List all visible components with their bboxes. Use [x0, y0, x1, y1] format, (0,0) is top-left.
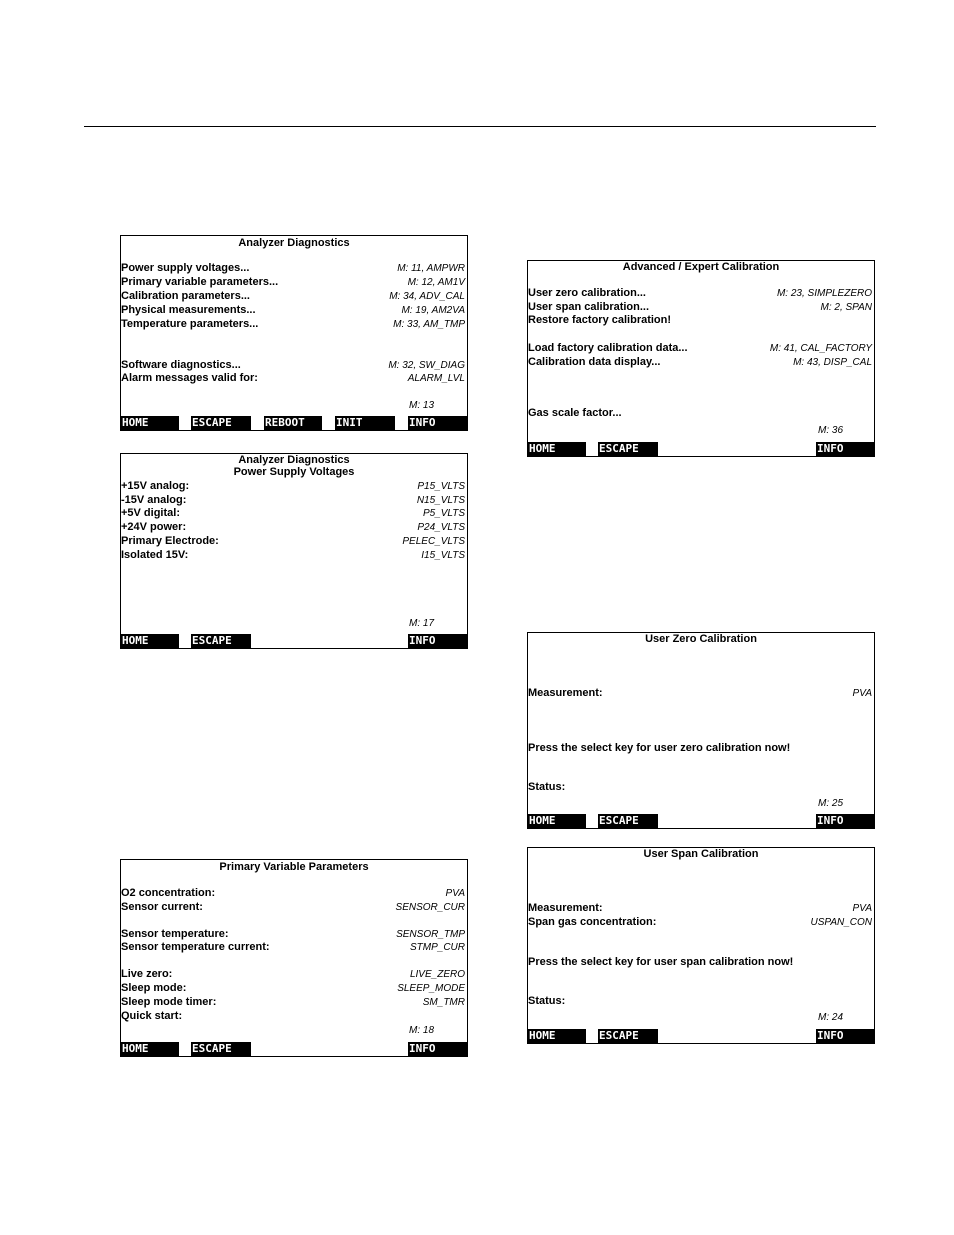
screen-title: User Span Calibration [643, 848, 759, 860]
escape-key[interactable]: ESCAPE [191, 1042, 251, 1056]
reboot-key[interactable]: REBOOT [264, 416, 322, 430]
menu-number: M: 13 [409, 400, 435, 411]
info-key[interactable]: INFO [408, 416, 467, 430]
menu-row-restore-factory[interactable]: Restore factory calibration! [528, 314, 672, 326]
menu-row-primary-variable[interactable]: Primary variable parameters... M: 12, AM1V [121, 276, 465, 288]
info-key[interactable]: INFO [816, 814, 874, 828]
screen-title: Advanced / Expert Calibration [622, 261, 780, 273]
screen-title: Analyzer Diagnostics [238, 237, 350, 249]
value-row-sleep-mode: Sleep mode: SLEEP_MODE [121, 982, 465, 994]
prompt-select-key: Press the select key for user zero calibration now! [528, 742, 791, 754]
value-row-sleep-timer: Sleep mode timer: SM_TMR [121, 996, 465, 1008]
escape-key[interactable]: ESCAPE [598, 814, 658, 828]
home-key[interactable]: HOME [528, 442, 586, 456]
menu-row-user-zero[interactable]: User zero calibration... M: 23, SIMPLEZERO [528, 287, 872, 299]
menu-row-gas-scale[interactable]: Gas scale factor... [528, 407, 622, 419]
menu-number: M: 17 [409, 618, 435, 629]
menu-number: M: 18 [409, 1025, 435, 1036]
value-row-i15: Isolated 15V: I15_VLTS [121, 549, 465, 561]
value-row-p15: +15V analog: P15_VLTS [121, 480, 465, 492]
menu-number: M: 36 [818, 425, 844, 436]
escape-key[interactable]: ESCAPE [598, 1029, 658, 1043]
value-row-p5: +5V digital: P5_VLTS [121, 507, 465, 519]
prompt-select-key: Press the select key for user span calibration now! [528, 956, 794, 968]
screen-title: Analyzer Diagnostics [238, 454, 350, 466]
value-row-n15: -15V analog: N15_VLTS [121, 494, 465, 506]
screen-primary-variable-parameters [120, 859, 468, 1057]
home-key[interactable]: HOME [121, 416, 179, 430]
value-row-live-zero: Live zero: LIVE_ZERO [121, 968, 465, 980]
screen-title: Primary Variable Parameters [219, 861, 369, 873]
escape-key[interactable]: ESCAPE [191, 416, 251, 430]
menu-row-power-supply[interactable]: Power supply voltages... M: 11, AMPWR [121, 262, 465, 274]
value-row-span-gas: Span gas concentration: USPAN_CON [528, 916, 872, 928]
escape-key[interactable]: ESCAPE [598, 442, 658, 456]
value-row-sensor-current: Sensor current: SENSOR_CUR [121, 901, 465, 913]
screen-analyzer-diagnostics [120, 235, 468, 431]
home-key[interactable]: HOME [528, 1029, 586, 1043]
menu-row-alarm[interactable]: Alarm messages valid for: ALARM_LVL [121, 372, 465, 384]
value-row-o2: O2 concentration: PVA [121, 887, 465, 899]
value-row-quick-start: Quick start: [121, 1010, 183, 1022]
value-row-p24: +24V power: P24_VLTS [121, 521, 465, 533]
init-key[interactable]: INIT [335, 416, 395, 430]
menu-row-calibration[interactable]: Calibration parameters... M: 34, ADV_CAL [121, 290, 465, 302]
home-key[interactable]: HOME [528, 814, 586, 828]
screen-power-supply-voltages [120, 453, 468, 649]
value-row-sensor-temp: Sensor temperature: SENSOR_TMP [121, 928, 465, 940]
info-key[interactable]: INFO [816, 442, 874, 456]
menu-row-user-span[interactable]: User span calibration... M: 2, SPAN [528, 301, 872, 313]
menu-row-temperature[interactable]: Temperature parameters... M: 33, AM_TMP [121, 318, 465, 330]
value-row-status: Status: [528, 781, 566, 793]
screen-user-span-calibration [527, 847, 875, 1044]
screen-advanced-expert-calibration [527, 260, 875, 457]
home-key[interactable]: HOME [121, 634, 179, 648]
value-row-measurement: Measurement: PVA [528, 687, 872, 699]
value-row-pelec: Primary Electrode: PELEC_VLTS [121, 535, 465, 547]
value-row-measurement: Measurement: PVA [528, 902, 872, 914]
screen-user-zero-calibration [527, 632, 875, 829]
menu-row-cal-display[interactable]: Calibration data display... M: 43, DISP_CAL [528, 356, 872, 368]
home-key[interactable]: HOME [121, 1042, 179, 1056]
escape-key[interactable]: ESCAPE [191, 634, 251, 648]
page-header-rule [84, 126, 876, 127]
info-key[interactable]: INFO [816, 1029, 874, 1043]
info-key[interactable]: INFO [408, 1042, 467, 1056]
screen-title: User Zero Calibration [645, 633, 757, 645]
value-row-sensor-temp-current: Sensor temperature current: STMP_CUR [121, 941, 465, 953]
menu-row-load-factory[interactable]: Load factory calibration data... M: 41, CAL_FACTORY [528, 342, 872, 354]
menu-number: M: 25 [818, 798, 844, 809]
info-key[interactable]: INFO [408, 634, 467, 648]
menu-row-software[interactable]: Software diagnostics... M: 32, SW_DIAG [121, 359, 465, 371]
value-row-status: Status: [528, 995, 566, 1007]
screen-subtitle: Power Supply Voltages [233, 466, 355, 478]
menu-number: M: 24 [818, 1012, 844, 1023]
menu-row-physical[interactable]: Physical measurements... M: 19, AM2VA [121, 304, 465, 316]
